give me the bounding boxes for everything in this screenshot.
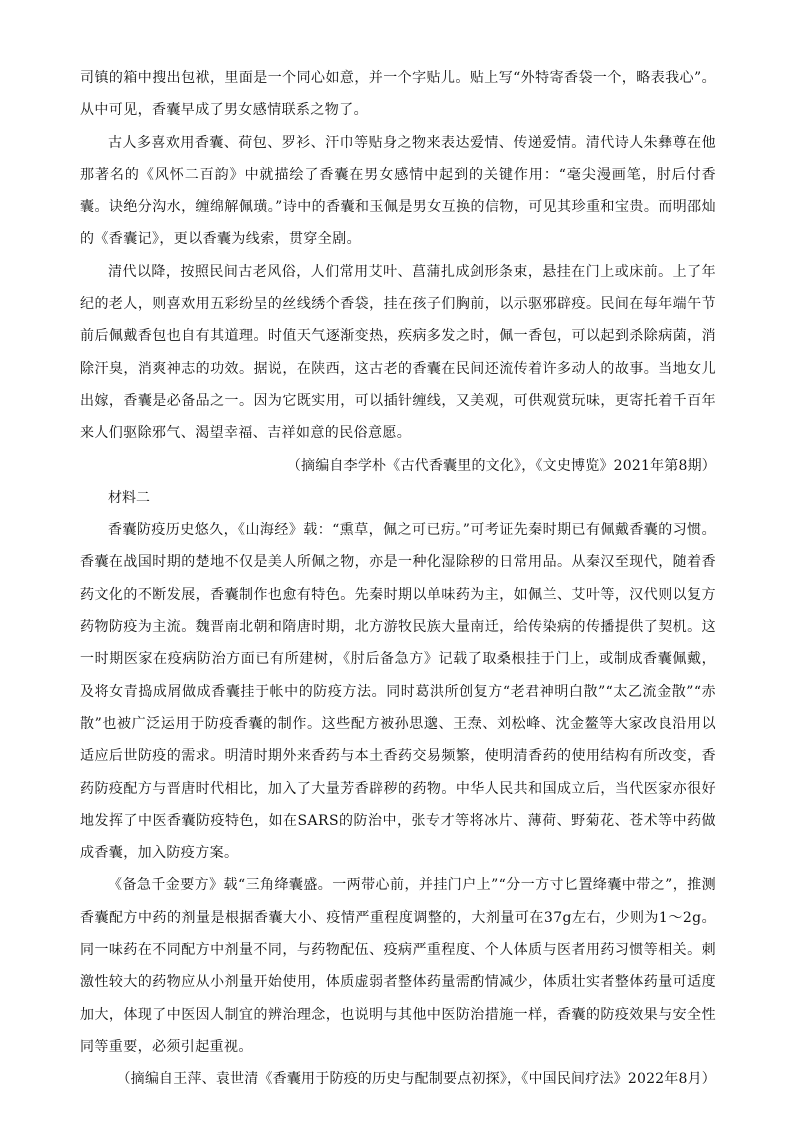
section-label-material-two: 材料二 (108, 489, 150, 506)
source-citation-one: （摘编自李学朴《古代香囊里的文化》，《文史博览》2021年第8期） (286, 457, 716, 474)
paragraph-dosage: 《备急千金要方》载“三角绛囊盛。一两带心前，并挂门户上”“分一方寸匕置绛囊中带之”，推测香囊配方中药的剂量是根据香囊大小、疫情严重程度调整的，大剂量可在37g左右，少则为1～2g。同一味药在不同配方中剂量不同，与药物配伍、疫病严重程度、个人体质与医者用药习惯等相关。刺激性较大的药物应从小剂量开始使用，体质虚弱者整体药量需酌情减少，体质壮实者整体药量可适度加大，体现了中医因人制宜的辨治理念，也说明与其他中医防治措施一样，香囊的防疫效果与安全性同等重要，必须引起重视。 (80, 877, 716, 1055)
document-body (80, 62, 716, 1096)
paragraph-qing-customs: 清代以降，按照民间古老风俗，人们常用艾叶、菖蒲扎成剑形条束，悬挂在门上或床前。上了年纪的老人，则喜欢用五彩纷呈的丝线绣个香袋，挂在孩子们胸前，以示驱邪辟疫。民间在每年端午节前后佩戴香包也自有其道理。时值天气逐渐变热，疾病多发之时，佩一香包，可以起到杀除病菌，消除汗臭，消爽神志的功效。据说，在陕西，这古老的香囊在民间还流传着许多动人的故事。当地女儿出嫁，香囊是必备品之一。因为它既实用，可以插针缠线，又美观，可供观赏玩味，更寄托着千百年来人们驱除邪气、渴望幸福、吉祥如意的民俗意愿。 (80, 263, 716, 442)
paragraph-continuation: 司镇的箱中搜出包袱，里面是一个同心如意，并一个字贴儿。贴上写“外特寄香袋一个，略表我心”。从中可见，香囊早成了男女感情联系之物了。 (80, 70, 716, 119)
source-citation-two: （摘编自王萍、袁世清《香囊用于防疫的历史与配制要点初探》，《中国民间疗法》2022年8月） (116, 1071, 716, 1088)
paragraph-love-tokens: 古人多喜欢用香囊、荷包、罗衫、汗巾等贴身之物来表达爱情、传递爱情。清代诗人朱彝尊在他那著名的《风怀二百韵》中就描绘了香囊在男女感情中起到的关键作用：“毫尖漫画笔，肘后付香囊。诀绝分沟水，缠绵解佩璜。”诗中的香囊和玉佩是男女互换的信物，可见其珍重和宝贵。而明邵灿的《香囊记》，更以香囊为线索，贯穿全剧。 (80, 134, 716, 248)
paragraph-epidemic-history: 香囊防疫历史悠久，《山海经》载：“熏草，佩之可已疠。”可考证先秦时期已有佩戴香囊的习惯。香囊在战国时期的楚地不仅是美人所佩之物，亦是一种化湿除秽的日常用品。从秦汉至现代，随着香药文化的不断发展，香囊制作也愈有特色。先秦时期以单味药为主，如佩兰、艾叶等，汉代则以复方药物防疫为主流。魏晋南北朝和隋唐时期，北方游牧民族大量南迁，给传染病的传播提供了契机。这一时期医家在疫病防治方面已有所建树，《肘后备急方》记载了取桑根挂于门上，或制成香囊佩戴，及将女青捣成屑做成香囊挂于帐中的防疫方法。同时葛洪所创复方“老君神明白散”“太乙流金散”“赤散”也被广泛运用于防疫香囊的制作。这些配方被孙思邈、王焘、刘松峰、沈金鳌等大家改良沿用以适应后世防疫的需求。明清时期外来香药与本土香药交易频繁，使明清香药的使用结构有所改变，香药防疫配方与晋唐时代相比，加入了大量芳香辟秽的药物。中华人民共和国成立后，当代医家亦很好地发挥了中医香囊防疫特色，如在SARS的防治中，张专才等将冰片、薄荷、野菊花、苍术等中药做成香囊，加入防疫方案。 (80, 522, 716, 862)
